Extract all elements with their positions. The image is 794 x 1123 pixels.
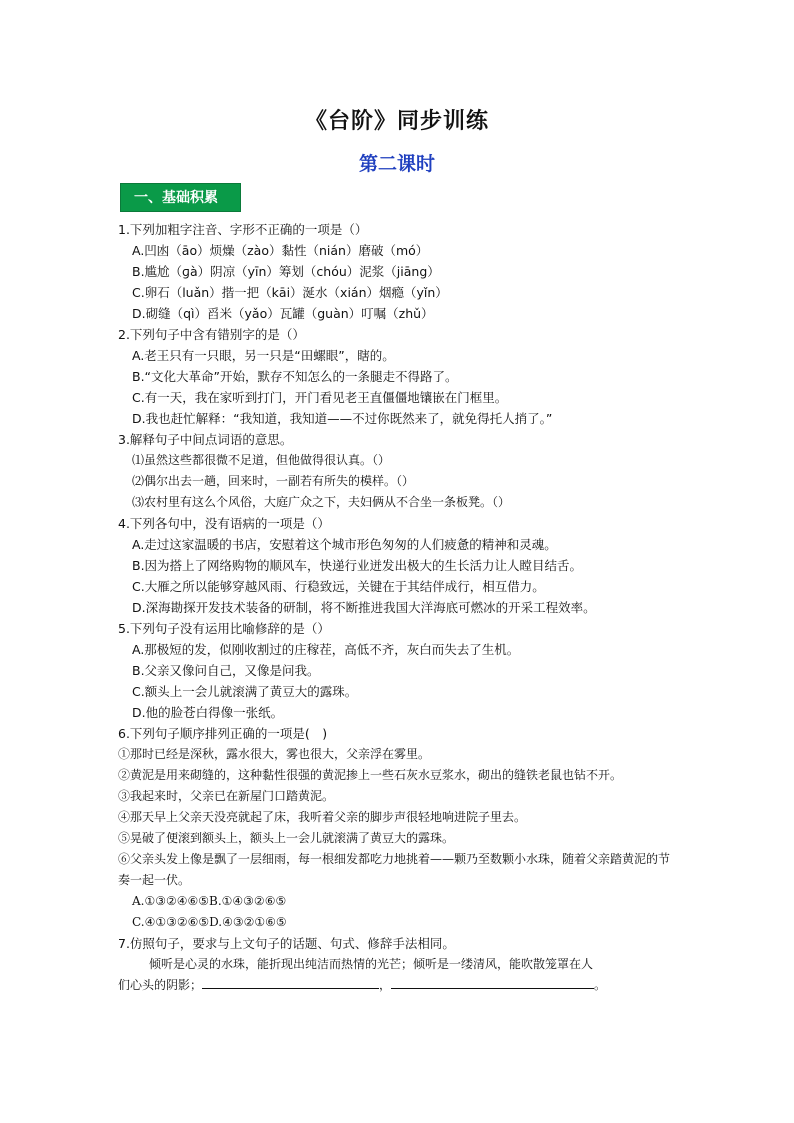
question-7-stem: 7.仿照句子，要求与上文句子的话题、句式、修辞手法相同。 (118, 936, 455, 951)
question-3-stem: 3.解释句子中间点词语的意思。 (118, 432, 293, 447)
question-6-sentence-4: ④那天早上父亲天没亮就起了床，我听着父亲的脚步声很轻地响进院子里去。 (118, 810, 527, 824)
question-1-option-c: C.卵石（luǎn）揩一把（kāi）涎水（xián）烟瘾（yǐn） (132, 285, 448, 300)
question-2-option-a: A.老王只有一只眼，另一只是“田螺眼”，瞎的。 (132, 348, 395, 363)
question-6-options-ab: A.①③②④⑥⑤B.①④③②⑥⑤ (132, 894, 287, 908)
question-1-option-d: D.砌缝（qì）舀米（yǎo）瓦罐（guàn）叮嘱（zhǔ） (132, 306, 434, 321)
question-list (118, 219, 678, 996)
question-4-stem: 4.下列各句中，没有语病的一项是（） (118, 516, 330, 531)
question-7-prefix: 们心头的阴影； (118, 978, 203, 992)
page-title: 《台阶》同步训练 (304, 109, 489, 134)
answer-blank-2[interactable] (391, 976, 594, 989)
question-4-option-b: B.因为搭上了网络购物的顺风车，快递行业迸发出极大的生长活力让人瞠目结舌。 (132, 558, 583, 573)
question-1-option-a: A.凹凼（āo）烦燥（zào）黏性（nián）磨破（mó） (132, 243, 429, 258)
comma: ， (379, 978, 392, 992)
question-5-option-b: B.父亲又像问自己，又像是问我。 (132, 663, 320, 678)
question-5-stem: 5.下列句子没有运用比喻修辞的是（） (118, 621, 330, 636)
question-6-sentence-3: ③我起来时，父亲已在新屋门口踏黄泥。 (118, 789, 335, 803)
question-1-stem: 1.下列加粗字注音、字形不正确的一项是（） (118, 222, 368, 237)
question-2-option-d: D.我也赶忙解释：“我知道，我知道——不过你既然来了，就免得托人捎了。” (132, 411, 553, 426)
question-4-option-c: C.大雁之所以能够穿越风雨、行稳致远，关键在于其结伴成行，相互借力。 (132, 579, 545, 594)
question-6-sentence-2: ②黄泥是用来砌缝的，这种黏性很强的黄泥掺上一些石灰水豆浆水，砌出的缝铁老鼠也钻不开。 (118, 768, 623, 782)
question-2-stem: 2.下列句子中含有错别字的是（） (118, 327, 305, 342)
question-4-option-a: A.走过这家温暖的书店，安慰着这个城市形色匆匆的人们疲惫的精神和灵魂。 (132, 537, 557, 552)
question-5-option-d: D.他的脸苍白得像一张纸。 (132, 705, 284, 720)
question-6-sentence-6: ⑥父亲头发上像是飘了一层细雨，每一根细发都吃力地挑着——颗乃至数颗小水珠，随着父亲踏黄泥的节奏一起一伏。 (118, 852, 671, 887)
question-5-option-c: C.额头上一会儿就滚满了黄豆大的露珠。 (132, 684, 358, 699)
question-7-example-line: 倾听是心灵的水珠，能折现出纯洁而热情的光芒；倾听是一缕清风，能吹散笼罩在人 (149, 957, 594, 971)
question-6-sentence-5: ⑤晃破了便滚到额头上，额头上一会儿就滚满了黄豆大的露珠。 (118, 831, 455, 845)
question-3-item-1: ⑴虽然这些都很微不足道，但他做得很认真。（） (132, 453, 391, 467)
answer-blank-1[interactable] (202, 976, 379, 989)
question-5-option-a: A.那极短的发，似刚收割过的庄稼茬，高低不齐，灰白而失去了生机。 (132, 642, 520, 657)
question-7-answer-line (118, 975, 678, 996)
question-6-sentence-1: ①那时已经是深秋，露水很大，雾也很大，父亲浮在雾里。 (118, 747, 431, 761)
question-3-item-3: ⑶农村里有这么个风俗，大庭广众之下，夫妇俩从不合坐一条板凳。（） (132, 495, 511, 509)
question-6-options-cd: C.④①③②⑥⑤D.④③②①⑥⑤ (132, 915, 287, 929)
question-1-option-b: B.尴尬（ɡà）阴凉（yīn）筹划（chóu）泥浆（jiāng） (132, 264, 440, 279)
question-2-option-b: B.“文化大革命”开始，默存不知怎么的一条腿走不得路了。 (132, 369, 458, 384)
period: 。 (594, 978, 607, 992)
question-2-option-c: C.有一天，我在家听到打门，开门看见老王直僵僵地镶嵌在门框里。 (132, 390, 508, 405)
question-4-option-d: D.深海勘探开发技术装备的研制，将不断推进我国大洋海底可燃冰的开采工程效率。 (132, 600, 596, 615)
section-badge: 一、基础积累 (120, 183, 241, 212)
page-subtitle: 第二课时 (358, 153, 435, 175)
question-3-item-2: ⑵偶尔出去一趟，回来时，一副若有所失的模样。（） (132, 474, 415, 488)
question-6-stem: 6.下列句子顺序排列正确的一项是( ) (118, 726, 328, 741)
